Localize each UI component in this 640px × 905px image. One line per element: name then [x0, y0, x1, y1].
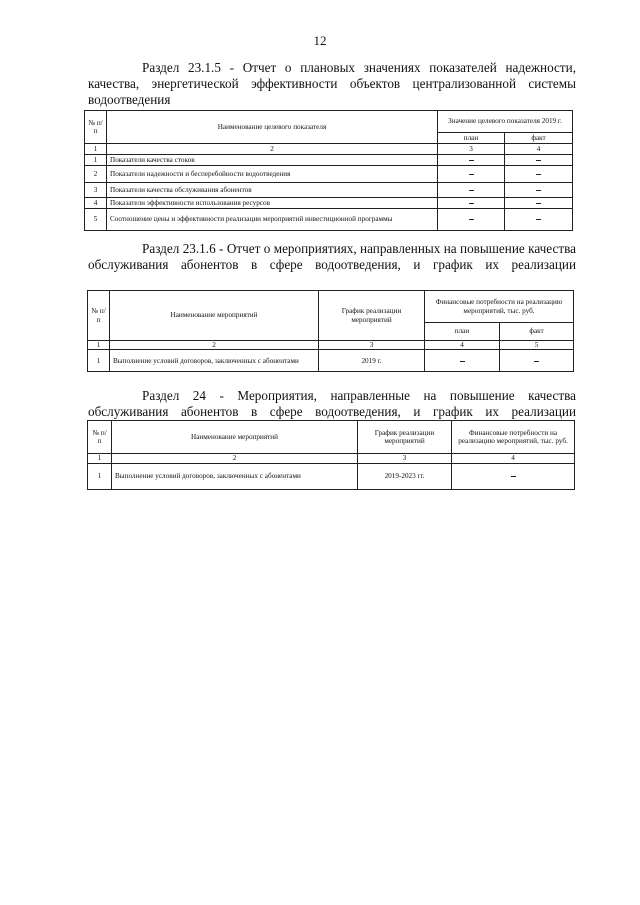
- dash-mark: [460, 361, 465, 362]
- table-row: [85, 155, 573, 166]
- row-name: Показатели качества стоков: [107, 155, 438, 166]
- dash-mark: [469, 190, 474, 191]
- row-fact: [505, 166, 573, 183]
- dash-mark: [469, 203, 474, 204]
- dash-mark: [536, 160, 541, 161]
- header-schedule: График реализации мероприятий: [358, 421, 452, 454]
- dash-mark: [511, 476, 516, 477]
- row-name: Выполнение условий договоров, заключенных с абонентами: [110, 350, 319, 372]
- header-finance: Финансовые потребности на реализацию мероприятий, тыс. руб.: [425, 291, 574, 323]
- row-num: 1: [85, 155, 107, 166]
- dash-mark: [536, 190, 541, 191]
- dash-mark: [536, 174, 541, 175]
- header-schedule: График реализации мероприятий: [319, 291, 425, 341]
- row-num: 1: [88, 464, 112, 490]
- table-row: [85, 209, 573, 231]
- row-fact: [505, 183, 573, 198]
- column-number: 4: [452, 454, 575, 464]
- row-fact: [505, 198, 573, 209]
- column-number: 2: [107, 144, 438, 155]
- dash-mark: [536, 203, 541, 204]
- row-num: 3: [85, 183, 107, 198]
- column-number: 4: [505, 144, 573, 155]
- row-schedule: 2019 г.: [319, 350, 425, 372]
- row-num: 1: [88, 350, 110, 372]
- column-number-row: [88, 341, 574, 350]
- header-finance: Финансовые потребности на реализацию мероприятий, тыс. руб.: [452, 421, 575, 454]
- row-finance: [452, 464, 575, 490]
- header-fact: факт: [500, 323, 574, 341]
- section-title-24: Раздел 24 - Мероприятия, направленные на повышение качества обслуживания абонентов в сфере водоотведения, и график их реализации: [88, 388, 576, 420]
- row-fact: [505, 209, 573, 231]
- header-fact: факт: [505, 133, 573, 144]
- row-fact: [505, 155, 573, 166]
- service-quality-measures-report-table: [87, 290, 574, 372]
- service-quality-measures-schedule-table: [87, 420, 575, 490]
- row-name: Показатели эффективности использования ресурсов: [107, 198, 438, 209]
- row-plan: [425, 350, 500, 372]
- column-number: 1: [88, 454, 112, 464]
- dash-mark: [469, 219, 474, 220]
- column-number: 3: [438, 144, 505, 155]
- dash-mark: [536, 219, 541, 220]
- section-title-23-1-5: Раздел 23.1.5 - Отчет о плановых значениях показателей надежности, качества, энергетической эффективности объектов централизованной системы водоотведения: [88, 60, 576, 108]
- table-row: [85, 166, 573, 183]
- table-row: [85, 198, 573, 209]
- row-num: 5: [85, 209, 107, 231]
- header-num: № п/п: [88, 291, 110, 341]
- header-measure-name: Наименование мероприятий: [110, 291, 319, 341]
- table-row: [88, 350, 574, 372]
- row-name: Показатели надежности и бесперебойности водоотведения: [107, 166, 438, 183]
- row-name: Показатели качества обслуживания абонентов: [107, 183, 438, 198]
- column-number-row: [88, 454, 575, 464]
- row-num: 2: [85, 166, 107, 183]
- page-number: 12: [313, 33, 327, 48]
- header-target-value: Значение целевого показателя 2019 г.: [438, 111, 573, 133]
- column-number-row: [85, 144, 573, 155]
- column-number: 1: [88, 341, 110, 350]
- table-header-row: [88, 421, 575, 454]
- target-indicators-table: [84, 110, 573, 231]
- table-row: [85, 183, 573, 198]
- header-plan: план: [425, 323, 500, 341]
- row-name: Соотношение цены и эффективности реализации мероприятий инвестиционной программы: [107, 209, 438, 231]
- row-fact: [500, 350, 574, 372]
- row-plan: [438, 183, 505, 198]
- table-header-row: [88, 291, 574, 323]
- row-plan: [438, 166, 505, 183]
- row-schedule: 2019-2023 гг.: [358, 464, 452, 490]
- column-number: 1: [85, 144, 107, 155]
- section-title-23-1-6: Раздел 23.1.6 - Отчет о мероприятиях, направленных на повышение качества обслуживания абонентов в сфере водоотведения, и график их реализации: [88, 241, 576, 273]
- row-plan: [438, 198, 505, 209]
- column-number: 2: [110, 341, 319, 350]
- header-measure-name: Наименование мероприятий: [112, 421, 358, 454]
- column-number: 3: [358, 454, 452, 464]
- row-plan: [438, 209, 505, 231]
- header-num: № п/п: [85, 111, 107, 144]
- dash-mark: [469, 160, 474, 161]
- header-indicator-name: Наименование целевого показателя: [107, 111, 438, 144]
- dash-mark: [469, 174, 474, 175]
- column-number: 4: [425, 341, 500, 350]
- column-number: 5: [500, 341, 574, 350]
- row-name: Выполнение условий договоров, заключенных с абонентами: [112, 464, 358, 490]
- table-row: [88, 464, 575, 490]
- table-header-row: [85, 111, 573, 133]
- header-plan: план: [438, 133, 505, 144]
- column-number: 2: [112, 454, 358, 464]
- row-num: 4: [85, 198, 107, 209]
- dash-mark: [534, 361, 539, 362]
- column-number: 3: [319, 341, 425, 350]
- row-plan: [438, 155, 505, 166]
- header-num: № п/п: [88, 421, 112, 454]
